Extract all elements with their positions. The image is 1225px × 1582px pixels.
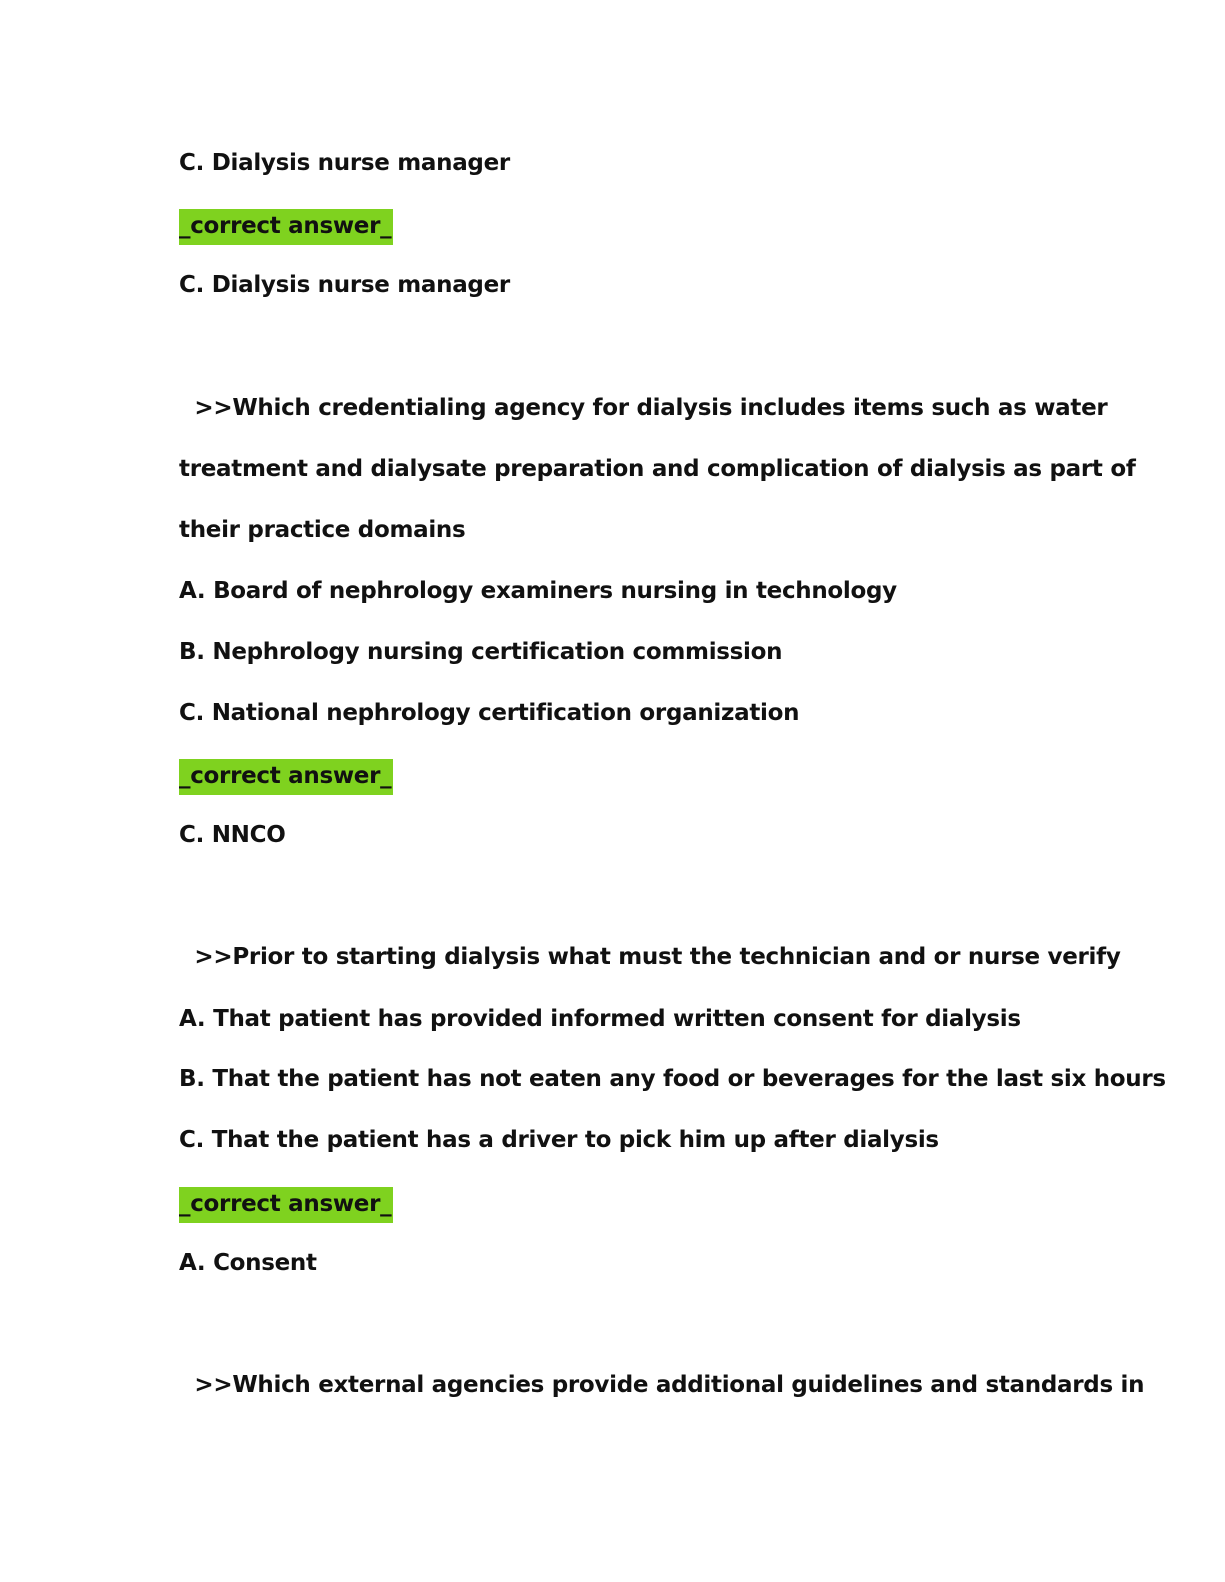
answer-text: C. Dialysis nurse manager: [179, 272, 510, 298]
option-a-line: A. Board of nephrology examiners nursing in technology: [179, 578, 897, 604]
option-a-line: A. That patient has provided informed written consent for dialysis: [179, 1006, 1021, 1032]
option-c-line: C. National nephrology certification organization: [179, 700, 800, 726]
question-line: >>Prior to starting dialysis what must the technician and or nurse verify: [179, 944, 1121, 970]
answer-text: C. NNCO: [179, 822, 286, 848]
option-b-line: B. Nephrology nursing certification commission: [179, 639, 783, 665]
question-line: treatment and dialysate preparation and complication of dialysis as part of: [179, 456, 1136, 482]
question-line: their practice domains: [179, 517, 466, 543]
option-b-line: B. That the patient has not eaten any food or beverages for the last six hours: [179, 1066, 1166, 1092]
correct-answer-marker: [179, 209, 393, 245]
question-line: >>Which external agencies provide additional guidelines and standards in: [179, 1372, 1145, 1398]
correct-answer-highlight: _correct answer_: [179, 759, 393, 795]
correct-answer-highlight: _correct answer_: [179, 1187, 393, 1223]
question-line: >>Which credentialing agency for dialysis includes items such as water: [179, 395, 1108, 421]
correct-answer-marker: [179, 1187, 393, 1223]
correct-answer-highlight: _correct answer_: [179, 209, 393, 245]
option-c-line: C. That the patient has a driver to pick him up after dialysis: [179, 1127, 939, 1153]
correct-answer-marker: [179, 759, 393, 795]
answer-text: A. Consent: [179, 1250, 317, 1276]
option-c-line: C. Dialysis nurse manager: [179, 150, 510, 176]
